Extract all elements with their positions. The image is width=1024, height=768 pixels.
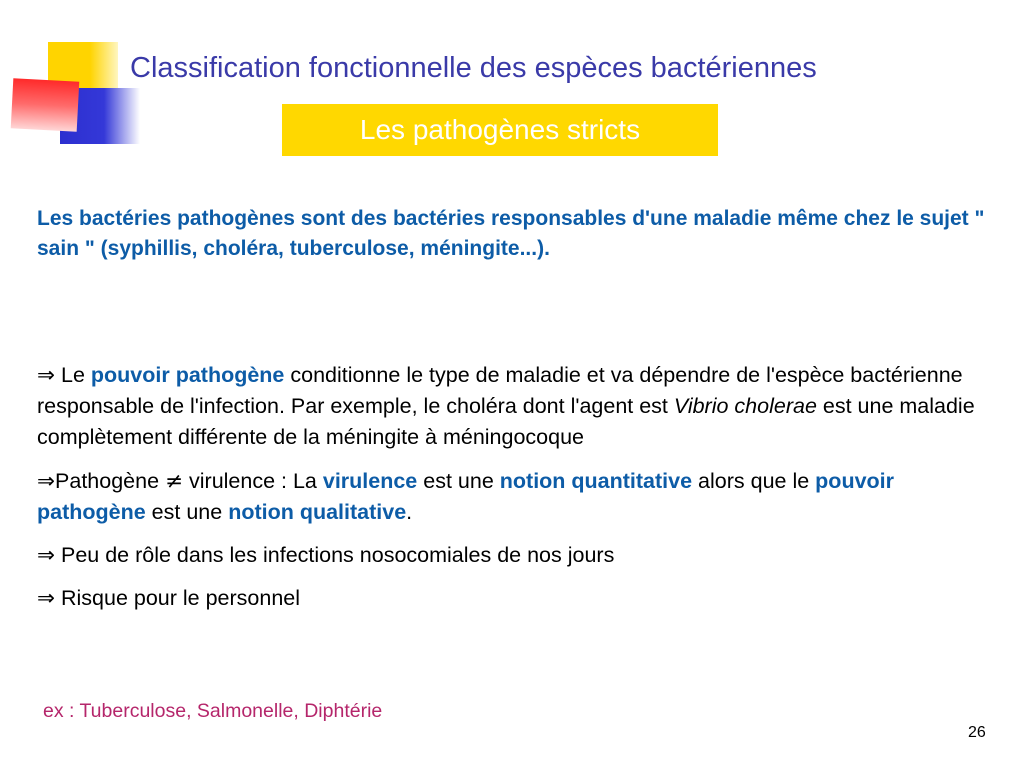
implies-arrow-icon: ⇒ <box>37 363 56 388</box>
keyword-virulence: virulence <box>322 468 418 493</box>
page-number: 26 <box>968 724 986 741</box>
keyword-notion-quantitative: notion quantitative <box>499 468 693 493</box>
slide-body <box>37 360 997 626</box>
slide-subtitle: Les pathogènes stricts <box>359 114 641 145</box>
implies-arrow-icon: ⇒ <box>37 542 56 568</box>
subtitle-box <box>282 104 718 156</box>
intro-paragraph: Les bactéries pathogènes sont des bactéries responsables d'une maladie même chez le sujet " sain " (syphillis, choléra, tuberculose, méningite...). <box>37 207 985 261</box>
paragraph-virulence: ⇒Pathogène ≠ virulence : La virulence est une notion quantitative alors que le pouvoir pathogène est une notion qualitative. <box>37 468 895 524</box>
keyword-pouvoir-pathogene-2: pouvoir pathogène <box>37 468 895 524</box>
decor-red-square <box>11 78 80 131</box>
keyword-pouvoir-pathogene: pouvoir pathogène <box>90 363 285 387</box>
paragraph-risque: ⇒ Risque pour le personnel <box>37 586 301 612</box>
implies-arrow-icon: ⇒ <box>37 586 56 612</box>
implies-arrow-icon: ⇒ <box>37 468 56 494</box>
species-name: Vibrio cholerae <box>673 394 817 419</box>
keyword-notion-qualitative: notion qualitative <box>228 499 407 524</box>
example-line: ex : Tuberculose, Salmonelle, Diphtérie <box>43 700 383 722</box>
slide-title: Classification fonctionnelle des espèces bactériennes <box>130 52 817 84</box>
paragraph-pouvoir-pathogene: ⇒ Le pouvoir pathogène conditionne le type de maladie et va dépendre de l'espèce bactérienne responsable de l'infection. Par exemple, le choléra dont l'agent est Vibrio cholerae est une maladie complètement différente de la méningite à méningocoque <box>37 363 975 450</box>
paragraph-nosocomiales: ⇒ Peu de rôle dans les infections nosocomiales de nos jours <box>37 542 615 568</box>
not-equal-icon: ≠ <box>165 468 184 494</box>
